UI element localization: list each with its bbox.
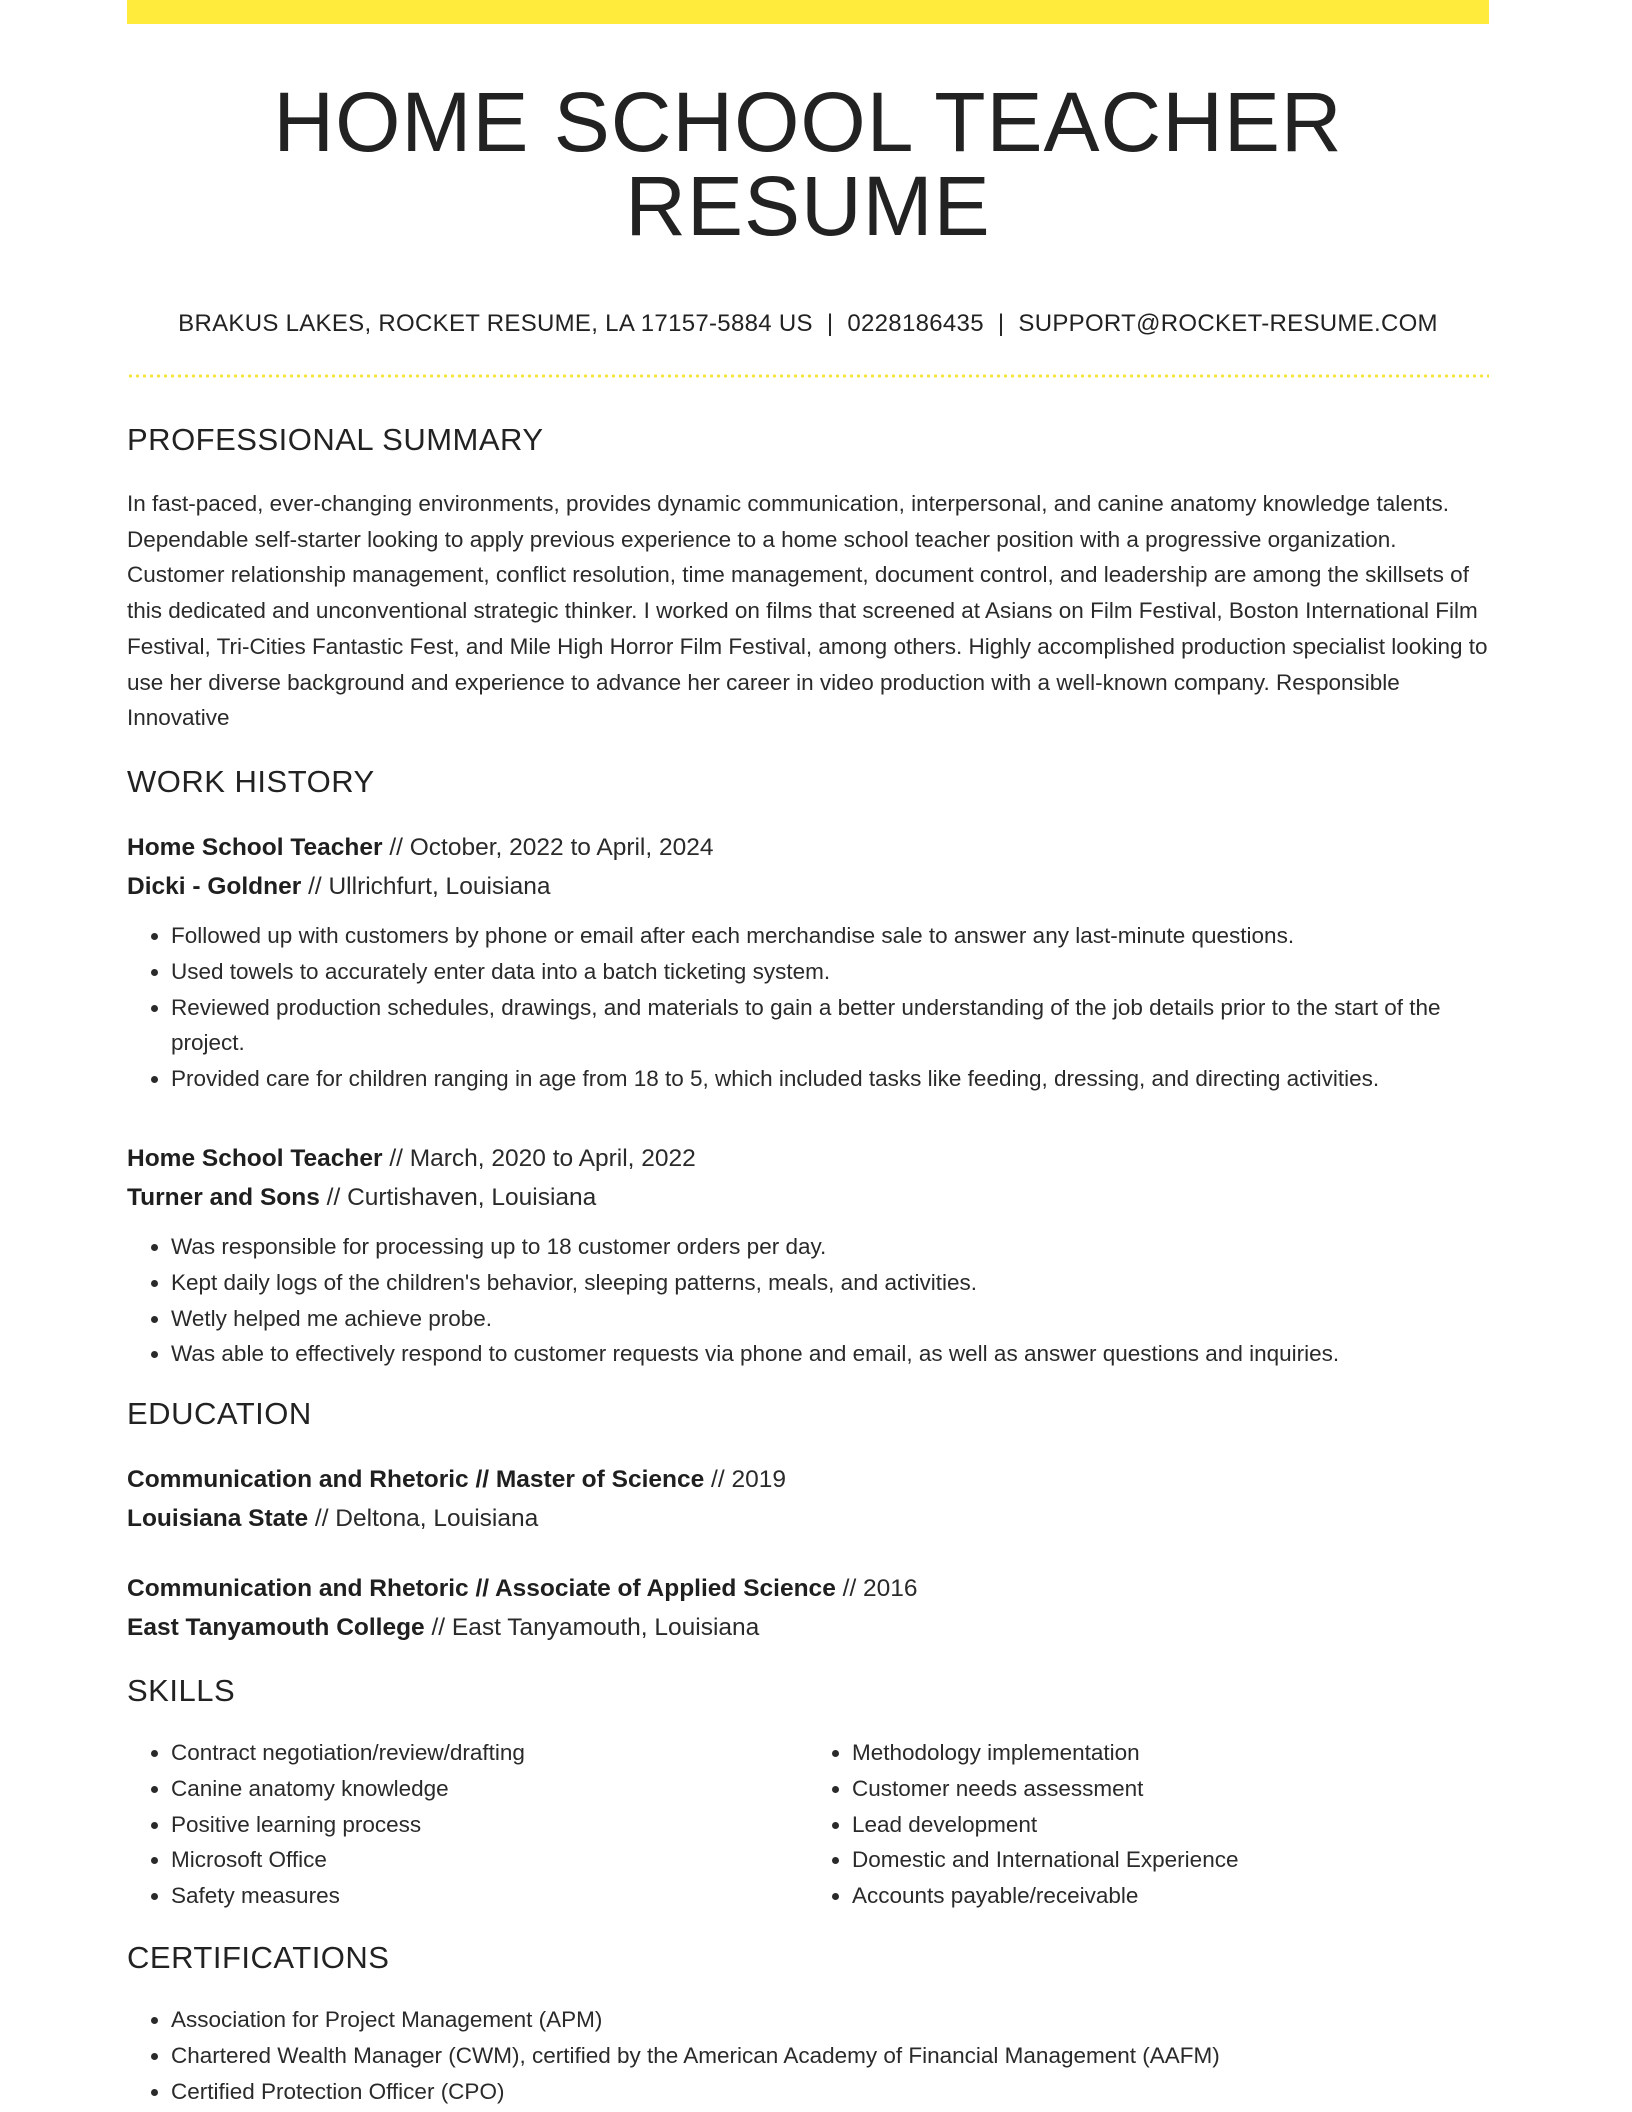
job-dates: // March, 2020 to April, 2022 [382, 1144, 696, 1172]
job-title: Home School Teacher [127, 833, 383, 861]
education-entry [127, 1569, 1489, 1647]
graduation-year: // 2016 [835, 1575, 918, 1603]
list-item: • Provided care for children ranging in age from 18 to 5, which included tasks like feeding, dressing, and directing activities. [171, 1061, 1489, 1097]
contact-line [127, 310, 1489, 338]
list-item: • Wetly helped me achieve probe. [171, 1301, 1489, 1337]
section-heading: WORK HISTORY [127, 763, 375, 799]
resume-page [127, 0, 1489, 2109]
list-item: • Reviewed production schedules, drawings, and materials to gain a better understanding of the job details prior to the start of the project. [171, 990, 1489, 1062]
section-heading: CERTIFICATIONS [127, 1940, 390, 1976]
school: Louisiana State [127, 1505, 309, 1533]
section-heading: EDUCATION [127, 1396, 312, 1432]
address: BRAKUS LAKES, ROCKET RESUME, LA 17157-5884 US [178, 310, 813, 337]
resume-title: HOME SCHOOL TEACHER RESUME [273, 75, 1343, 253]
work-history-section [127, 764, 1489, 1372]
job-bullets [127, 918, 1489, 1097]
skill-item: • Lead development [852, 1807, 1489, 1843]
job-entry [127, 828, 1489, 1097]
skill-item: • Methodology implementation [852, 1735, 1489, 1771]
skill-item: • Safety measures [171, 1878, 808, 1914]
summary-section [127, 422, 1489, 736]
skill-item: • Domestic and International Experience [852, 1842, 1489, 1878]
job-dates: // October, 2022 to April, 2024 [382, 833, 714, 861]
school-location: // Deltona, Louisiana [308, 1505, 539, 1533]
degree-line [127, 1569, 1489, 1608]
skills-list-right [808, 1735, 1489, 1914]
job-company: Turner and Sons [127, 1183, 320, 1211]
graduation-year: // 2019 [704, 1466, 786, 1494]
degree: Communication and Rhetoric // Master of Science [127, 1466, 705, 1494]
section-heading: PROFESSIONAL SUMMARY [127, 422, 544, 457]
skill-item: • Positive learning process [171, 1807, 808, 1843]
section-heading: SKILLS [127, 1673, 236, 1709]
list-item: • Followed up with customers by phone or email after each merchandise sale to answer any last-minute questions. [171, 918, 1489, 954]
skill-item: • Contract negotiation/review/drafting [171, 1735, 808, 1771]
school-line [127, 1499, 1489, 1538]
job-company-line [127, 867, 1489, 906]
skills-list-left [127, 1735, 808, 1914]
certifications-list [127, 2002, 1489, 2109]
job-title: Home School Teacher [127, 1144, 383, 1172]
degree-line [127, 1460, 1489, 1499]
contact-separator: | [826, 310, 834, 337]
email-link[interactable]: SUPPORT@ROCKET-RESUME.COM [1018, 310, 1438, 337]
certifications-section [127, 1940, 1489, 2109]
skill-item: • Microsoft Office [171, 1842, 808, 1878]
dotted-divider [127, 374, 1489, 378]
list-item: • Was responsible for processing up to 18 customer orders per day. [171, 1229, 1489, 1265]
skills-section [127, 1673, 1489, 1914]
job-title-line [127, 828, 1489, 867]
school-location: // East Tanyamouth, Louisiana [424, 1614, 760, 1642]
degree: Communication and Rhetoric // Associate of Applied Science [127, 1575, 836, 1603]
education-entry [127, 1460, 1489, 1538]
certification-item: • Certified Protection Officer (CPO) [171, 2074, 1489, 2110]
job-company-line [127, 1178, 1489, 1217]
summary-text: In fast-paced, ever-changing environments, provides dynamic communication, interpersonal, and canine anatomy knowledge talents. Dependable self-starter looking to apply previous experience to a home school teacher position with a progressive organization. Customer relationship management, conflict resolution, time management, document control, and leadership are among the skillsets of this dedicated and unconventional strategic thinker. I worked on films that screened at Asians on Film Festival, Boston International Film Festival, Tri-Cities Fantastic Fest, and Mile High Horror Film Festival, among others. Highly accomplished production specialist looking to use her diverse background and experience to advance her career in video production with a well-known company. Responsible Innovative [127, 491, 1488, 731]
certification-item: • Association for Project Management (APM) [171, 2002, 1489, 2038]
phone: 0228186435 [847, 310, 984, 337]
job-entry [127, 1139, 1489, 1372]
contact-separator: | [997, 310, 1005, 337]
school-line [127, 1608, 1489, 1647]
list-item: • Used towels to accurately enter data into a batch ticketing system. [171, 954, 1489, 990]
job-bullets [127, 1229, 1489, 1372]
job-location: // Ullrichfurt, Louisiana [301, 872, 551, 900]
job-location: // Curtishaven, Louisiana [319, 1183, 597, 1211]
skill-item: • Customer needs assessment [852, 1771, 1489, 1807]
education-section [127, 1396, 1489, 1647]
skill-item: • Canine anatomy knowledge [171, 1771, 808, 1807]
list-item: • Kept daily logs of the children's behavior, sleeping patterns, meals, and activities. [171, 1265, 1489, 1301]
accent-bar [127, 0, 1489, 24]
job-company: Dicki - Goldner [127, 872, 302, 900]
skills-columns [127, 1735, 1489, 1914]
list-item: • Was able to effectively respond to customer requests via phone and email, as well as answer questions and inquiries. [171, 1336, 1489, 1372]
school: East Tanyamouth College [127, 1614, 425, 1642]
skill-item: • Accounts payable/receivable [852, 1878, 1489, 1914]
certification-item: • Chartered Wealth Manager (CWM), certified by the American Academy of Financial Management (AAFM) [171, 2038, 1489, 2074]
job-title-line [127, 1139, 1489, 1178]
